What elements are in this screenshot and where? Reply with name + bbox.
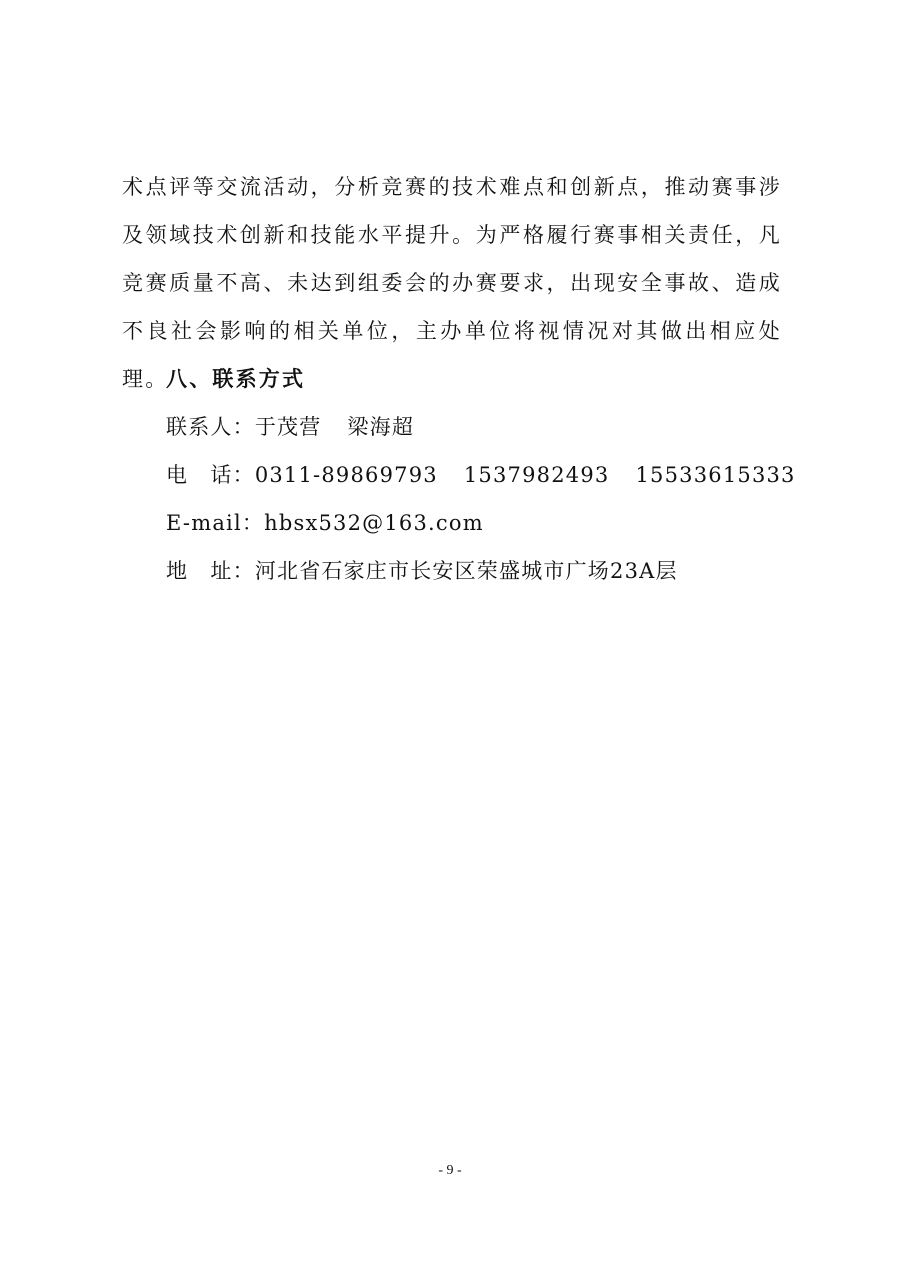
address-value: 河北省石家庄市长安区荣盛城市广场23A层 <box>254 559 678 583</box>
phone-label: 电 话： <box>166 463 255 487</box>
contact-person-line <box>122 403 782 451</box>
phone-1: 0311-89869793 <box>254 463 438 487</box>
contact-person-label: 联系人： <box>166 415 255 439</box>
phone-line <box>122 451 796 499</box>
address-label: 地 址： <box>166 559 255 583</box>
address-line <box>122 547 782 595</box>
contact-person-2: 梁海超 <box>347 415 415 439</box>
email-label: E-mail： <box>166 511 265 535</box>
phone-2: 1537982493 <box>463 463 610 487</box>
page-number: - 9 - <box>438 1163 462 1178</box>
phone-3: 15533615333 <box>635 463 796 487</box>
paragraph: 术点评等交流活动，分析竞赛的技术难点和创新点，推动赛事涉及领域技术创新和技能水平提升。为严格履行赛事相关责任，凡竞赛质量不高、未达到组委会的办赛要求，出现安全事故、造成不良社会影响的相关单位，主办单位将视情况对其做出相应处理。 <box>122 175 782 391</box>
contact-person-1: 于茂营 <box>254 415 322 439</box>
email-line <box>122 499 782 547</box>
email-address: hbsx532@163.com <box>264 511 484 535</box>
section-heading: 八、联系方式 <box>166 367 306 391</box>
contact-section <box>122 355 796 595</box>
